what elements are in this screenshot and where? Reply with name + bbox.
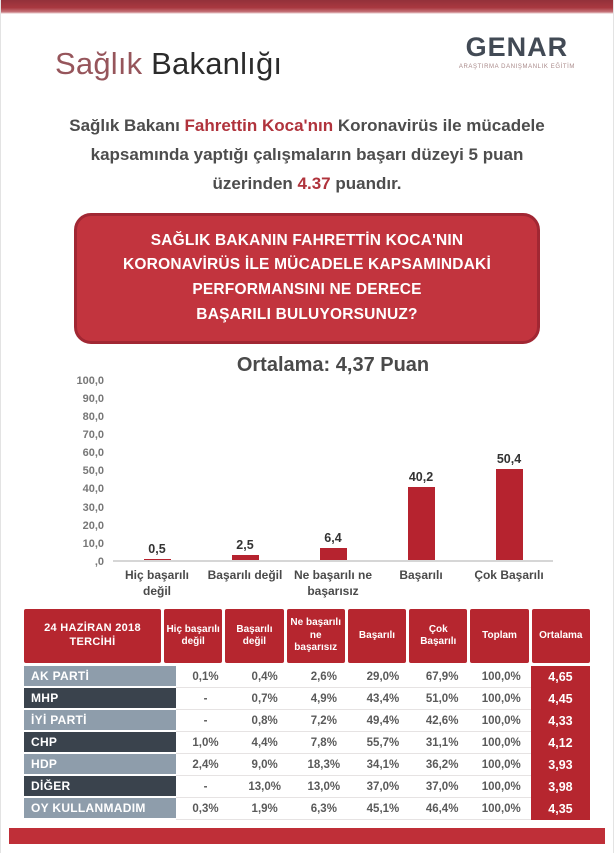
question-line: PERFORMANSINI NE DERECE (192, 281, 422, 299)
table-header-cell: Başarılı (348, 609, 406, 663)
y-tick-label: ,0 (94, 555, 104, 568)
value-cell: 2,4% (176, 754, 235, 776)
value-cell: 18,3% (294, 754, 353, 776)
y-tick-label: 20,0 (82, 519, 104, 532)
intro-seg5: puandır. (330, 173, 402, 193)
value-cell: 51,0% (413, 688, 472, 710)
average-cell: 4,12 (531, 732, 590, 754)
value-cell: 1,9% (235, 798, 294, 820)
value-cell: 9,0% (235, 754, 294, 776)
value-cell: 37,0% (413, 776, 472, 798)
chart-category-labels (113, 567, 553, 599)
table-header-cell: Çok Başarılı (409, 609, 467, 663)
value-cell: 0,1% (176, 666, 235, 688)
value-cell: 43,4% (353, 688, 412, 710)
y-tick-label: 60,0 (82, 447, 104, 460)
intro-seg1: Sağlık Bakanı (69, 116, 185, 135)
chart-body (67, 374, 553, 568)
average-cell: 4,33 (531, 710, 590, 732)
value-cell: 1,0% (176, 732, 235, 754)
value-cell: 31,1% (413, 732, 472, 754)
header (1, 14, 613, 82)
value-cell: - (176, 776, 235, 798)
value-cell: 55,7% (353, 732, 412, 754)
bar (496, 469, 523, 560)
bar (320, 548, 347, 560)
table-row (24, 798, 590, 820)
value-cell: 49,4% (353, 710, 412, 732)
category-label: Ne başarılı ne başarısız (293, 567, 373, 599)
genar-logo-tagline: ARAŞTIRMA DANIŞMANLIK EĞİTİM (458, 64, 575, 70)
table-row (24, 776, 590, 798)
party-name-cell: DİĞER (24, 776, 176, 798)
value-cell: 100,0% (472, 666, 531, 688)
value-cell: 7,8% (294, 732, 353, 754)
table-row (24, 732, 590, 754)
value-cell: 29,0% (353, 666, 412, 688)
value-cell: 100,0% (472, 732, 531, 754)
value-cell: 100,0% (472, 688, 531, 710)
value-cell: 42,6% (413, 710, 472, 732)
table-row (24, 688, 590, 710)
value-cell: 0,4% (235, 666, 294, 688)
average-cell: 4,45 (531, 688, 590, 710)
chart-y-axis (67, 374, 113, 568)
bar-group (291, 381, 375, 560)
average-cell: 3,93 (531, 754, 590, 776)
value-cell: 100,0% (472, 754, 531, 776)
category-label: Başarılı değil (207, 567, 283, 582)
table-header-cell: Toplam (470, 609, 528, 663)
table-row (24, 710, 590, 732)
intro-paragraph (67, 112, 547, 199)
question-line: BAŞARILI BULUYORSUNUZ? (196, 306, 418, 324)
value-cell: 4,9% (294, 688, 353, 710)
average-cell: 3,98 (531, 776, 590, 798)
bottom-red-strip (9, 828, 605, 844)
y-tick-label: 80,0 (82, 411, 104, 424)
table-header-cell: Başarılı değil (225, 609, 283, 663)
value-cell: 45,1% (353, 798, 412, 820)
party-name-cell: CHP (24, 732, 176, 754)
category-label: Başarılı (399, 567, 443, 582)
genar-logo (459, 32, 575, 70)
party-name-cell: OY KULLANMADIM (24, 798, 176, 820)
party-name-cell: HDP (24, 754, 176, 776)
page-title-accent: Sağlık (55, 46, 143, 81)
table-body (24, 666, 590, 820)
y-tick-label: 10,0 (82, 537, 104, 550)
chart-plot (113, 381, 553, 562)
value-cell: - (176, 710, 235, 732)
bar (232, 555, 259, 560)
bar-value-label: 40,2 (408, 470, 434, 485)
y-tick-label: 70,0 (82, 429, 104, 442)
table-header-cell: Hiç başarılı değil (164, 609, 222, 663)
bar-value-label: 50,4 (496, 451, 522, 466)
page-title-rest: Bakanlığı (142, 46, 283, 81)
intro-highlight-score: 4.37 (297, 173, 331, 193)
bar (408, 487, 435, 560)
value-cell: - (176, 688, 235, 710)
chart-title: Ortalama: 4,37 Puan (236, 353, 430, 376)
bar-value-label: 2,5 (236, 538, 254, 553)
y-tick-label: 50,0 (82, 465, 104, 478)
bar-chart (67, 354, 553, 599)
value-cell: 100,0% (472, 776, 531, 798)
value-cell: 46,4% (413, 798, 472, 820)
value-cell: 34,1% (353, 754, 412, 776)
bar-group (379, 381, 463, 560)
bar-value-label: 0,5 (148, 541, 166, 556)
value-cell: 67,9% (413, 666, 472, 688)
table-header-cell: 24 HAZİRAN 2018 TERCİHİ (24, 609, 161, 663)
top-red-strip (1, 0, 613, 14)
value-cell: 7,2% (294, 710, 353, 732)
party-name-cell: İYİ PARTİ (24, 710, 176, 732)
value-cell: 100,0% (472, 798, 531, 820)
y-tick-label: 30,0 (82, 501, 104, 514)
question-box (74, 213, 540, 344)
intro-highlight-name: Fahrettin Koca'nın (184, 116, 334, 135)
party-name-cell: MHP (24, 688, 176, 710)
value-cell: 13,0% (294, 776, 353, 798)
average-cell: 4,65 (531, 666, 590, 688)
category-label: Çok Başarılı (474, 567, 544, 582)
party-name-cell: AK PARTİ (24, 666, 176, 688)
table-row (24, 754, 590, 776)
average-cell: 4,35 (531, 798, 590, 820)
value-cell: 37,0% (353, 776, 412, 798)
bar-group (467, 381, 551, 560)
survey-table (24, 609, 590, 820)
value-cell: 13,0% (235, 776, 294, 798)
genar-logo-word: GENAR (465, 32, 569, 62)
question-line: KORONAVİRÜS İLE MÜCADELE KAPSAMINDAKİ (123, 256, 491, 274)
bar-group (115, 381, 199, 560)
bar (144, 559, 171, 560)
value-cell: 0,7% (235, 688, 294, 710)
value-cell: 36,2% (413, 754, 472, 776)
table-header-row (24, 609, 590, 663)
value-cell: 0,8% (235, 710, 294, 732)
question-line: SAĞLIK BAKANIN FAHRETTİN KOCA'NIN (150, 231, 464, 249)
bar-group (203, 381, 287, 560)
value-cell: 4,4% (235, 732, 294, 754)
category-label: Hiç başarılı değil (124, 567, 190, 599)
value-cell: 0,3% (176, 798, 235, 820)
value-cell: 6,3% (294, 798, 353, 820)
y-tick-label: 100,0 (76, 374, 104, 387)
y-tick-label: 40,0 (82, 483, 104, 496)
value-cell: 2,6% (294, 666, 353, 688)
table-header-cell: Ortalama (532, 609, 590, 663)
bar-value-label: 6,4 (324, 531, 342, 546)
value-cell: 100,0% (472, 710, 531, 732)
table-row (24, 666, 590, 688)
y-tick-label: 90,0 (82, 392, 104, 405)
intro-seg3: Koronavirüs ile mücadele kapsamında yaptığı çalışmaların başarı düzeyi 5 puan üzerinden (90, 116, 545, 193)
table-header-cell: Ne başarılı ne başarısız (287, 609, 345, 663)
page-title (55, 46, 282, 82)
